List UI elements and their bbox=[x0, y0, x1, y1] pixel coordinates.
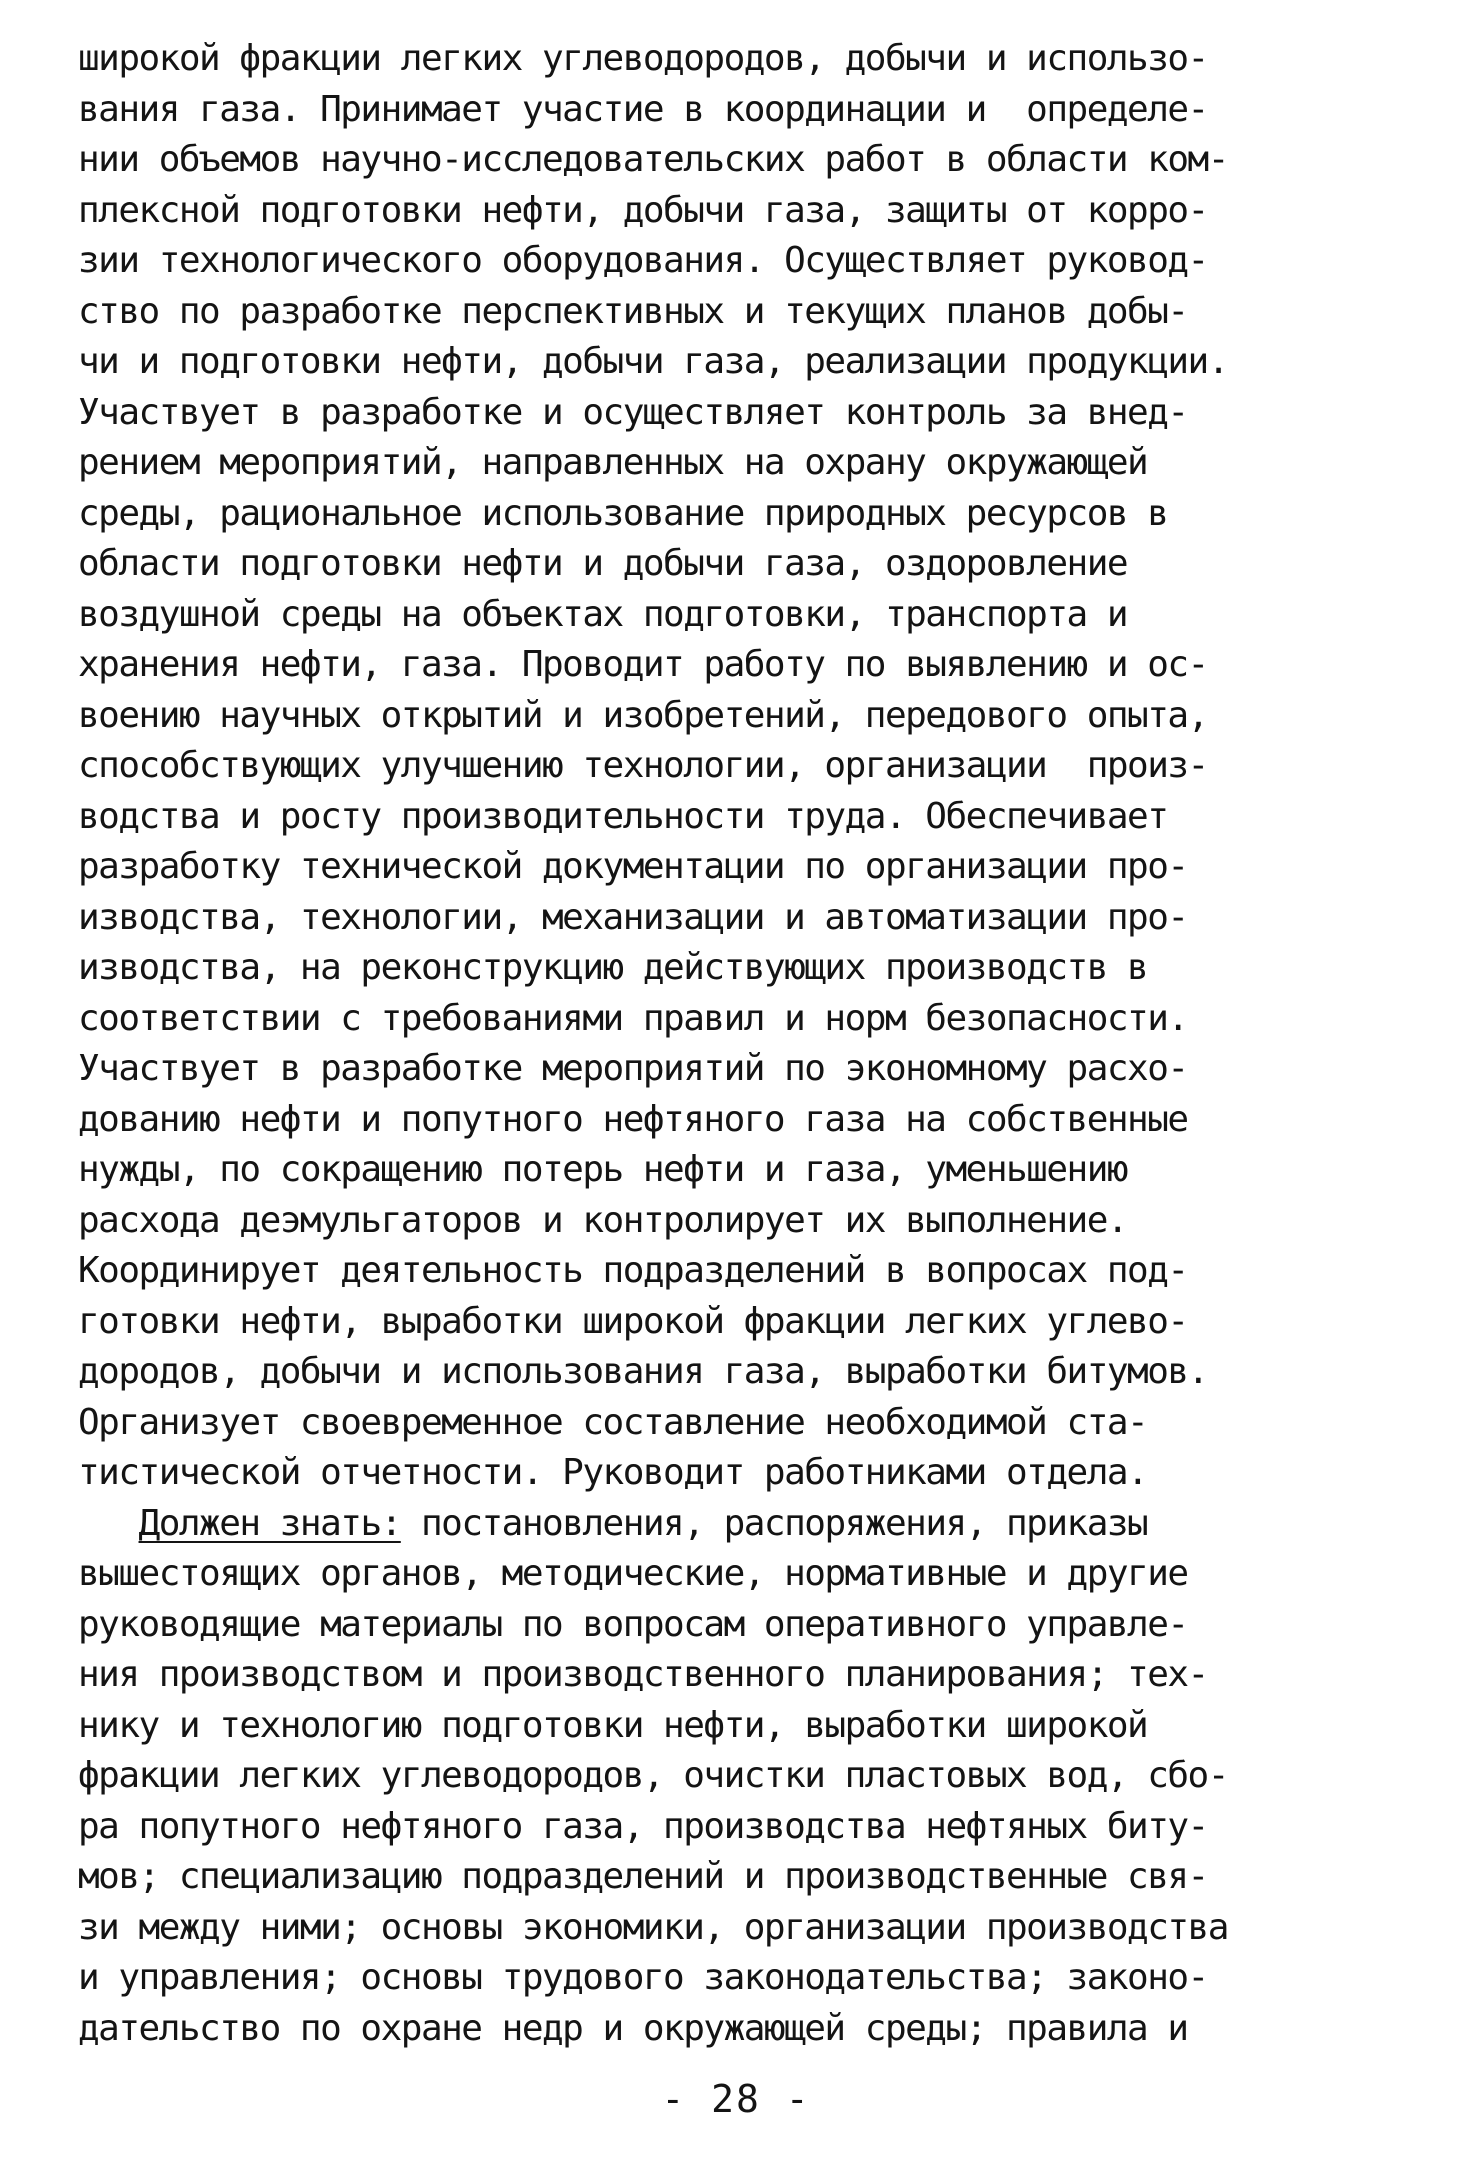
text-line: фракции легких углеводородов, очистки пластовых вод, сбо- bbox=[78, 1755, 1228, 1796]
text-line: водства и росту производительности труда. Обеспечивает bbox=[78, 795, 1168, 837]
text-line-rest: постановления, распоряжения, приказы bbox=[400, 1502, 1148, 1544]
text-line: среды, рациональное использование природных ресурсов в bbox=[78, 492, 1168, 534]
text-line: зии технологического оборудования. Осуществляет руковод- bbox=[78, 240, 1208, 281]
text-line: области подготовки нефти и добычи газа, оздоровление bbox=[78, 543, 1128, 584]
text-line: плексной подготовки нефти, добычи газа, защиты от корро- bbox=[78, 189, 1208, 231]
body-text bbox=[78, 34, 1418, 2054]
text-line: разработку технической документации по организации про- bbox=[78, 846, 1188, 887]
text-line: зи между ними; основы экономики, организации производства bbox=[78, 1906, 1228, 1948]
paragraph-lead-line bbox=[78, 1499, 1418, 1550]
text-line: нику и технологию подготовки нефти, выработки широкой bbox=[78, 1704, 1148, 1746]
text-line: чи и подготовки нефти, добычи газа, реализации продукции. bbox=[78, 341, 1228, 382]
text-line: дательство по охране недр и окружающей среды; правила и bbox=[78, 2007, 1188, 2049]
text-line: вышестоящих органов, методические, нормативные и другие bbox=[78, 1553, 1188, 1594]
text-line: Участвует в разработке мероприятий по экономному расхо- bbox=[78, 1048, 1188, 1089]
text-line: нии объемов научно-исследовательских работ в области ком- bbox=[78, 139, 1228, 180]
must-know-heading: Должен знать: bbox=[138, 1502, 401, 1544]
text-line: дородов, добычи и использования газа, выработки битумов. bbox=[78, 1351, 1208, 1392]
text-line: хранения нефти, газа. Проводит работу по выявлению и ос- bbox=[78, 644, 1208, 685]
text-line: воздушной среды на объектах подготовки, транспорта и bbox=[78, 593, 1128, 635]
text-line: ство по разработке перспективных и текущих планов добы- bbox=[78, 290, 1188, 332]
paragraph-indent bbox=[78, 1503, 139, 1544]
text-line: Координирует деятельность подразделений в вопросах под- bbox=[78, 1250, 1188, 1291]
text-line: изводства, на реконструкцию действующих производств в bbox=[78, 947, 1148, 988]
text-line: расхода деэмульгаторов и контролирует их выполнение. bbox=[78, 1199, 1128, 1241]
text-line: тистической отчетности. Руководит работниками отдела. bbox=[78, 1452, 1148, 1493]
text-line: мов; специализацию подразделений и производственные свя- bbox=[78, 1856, 1208, 1897]
text-line: широкой фракции легких углеводородов, добычи и использо- bbox=[78, 38, 1208, 79]
text-line: нужды, по сокращению потерь нефти и газа, уменьшению bbox=[78, 1149, 1128, 1190]
text-line: и управления; основы трудового законодательства; законо- bbox=[78, 1957, 1208, 1998]
text-line: ра попутного нефтяного газа, производства нефтяных биту- bbox=[78, 1805, 1208, 1847]
page-number: - 28 - bbox=[661, 2077, 811, 2121]
text-line: рением мероприятий, направленных на охрану окружающей bbox=[78, 442, 1148, 483]
text-line: изводства, технологии, механизации и автоматизации про- bbox=[78, 896, 1188, 938]
text-line: дованию нефти и попутного нефтяного газа на собственные bbox=[78, 1098, 1188, 1140]
text-line: Организует своевременное составление необходимой ста- bbox=[78, 1401, 1148, 1443]
text-line: Участвует в разработке и осуществляет контроль за внед- bbox=[78, 391, 1188, 433]
text-line: готовки нефти, выработки широкой фракции легких углево- bbox=[78, 1300, 1188, 1342]
text-line: ния производством и производственного планирования; тех- bbox=[78, 1654, 1208, 1695]
text-line: способствующих улучшению технологии, организации произ- bbox=[78, 745, 1208, 786]
text-line: воению научных открытий и изобретений, передового опыта, bbox=[78, 694, 1208, 736]
text-line: вания газа. Принимает участие в координации и определе- bbox=[78, 88, 1208, 130]
text-line: соответствии с требованиями правил и норм безопасности. bbox=[78, 997, 1188, 1039]
text-line: руководящие материалы по вопросам оперативного управле- bbox=[78, 1603, 1188, 1645]
